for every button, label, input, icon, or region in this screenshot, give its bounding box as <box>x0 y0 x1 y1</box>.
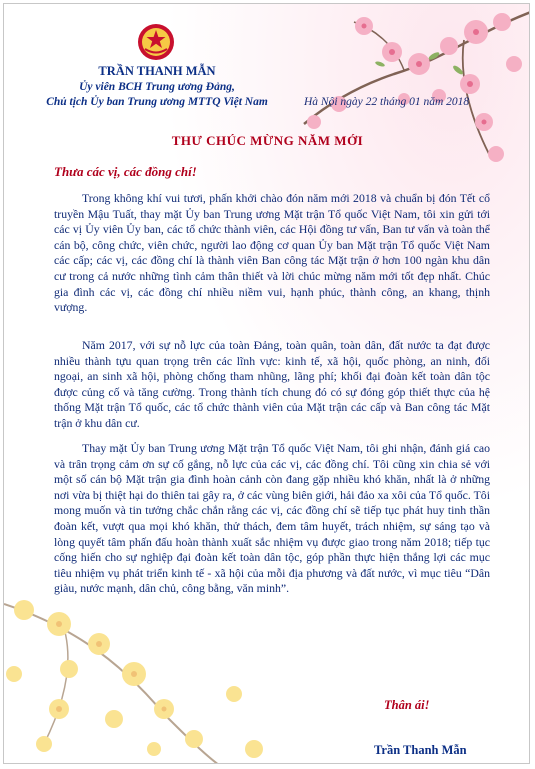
letter-greeting: Thưa các vị, các đồng chí! <box>54 164 197 179</box>
letter-page <box>3 3 530 764</box>
author-position-line1: Ủy viên BCH Trung ương Đảng, <box>79 81 235 93</box>
letter-paragraph-2: Năm 2017, với sự nỗ lực của toàn Đảng, toàn quân, toàn dân, đất nước ta đạt được nhiều thành tựu quan trọng trên các lĩnh vực: kinh tế, xã hội, quốc phòng, an ninh, đối ngoại, an sinh xã hội, phòng chống tham nhũng, lãng phí; khối đại đoàn kết toàn dân tộc được củng cố và tăng cường. Trong thành tích chung đó có sự đóng góp thiết thực của hệ thống Mặt trận Tổ quốc, các tổ chức thành viên của Mặt trận các cấp và Ban công tác Mặt trận ở khu dân cư. <box>54 338 490 430</box>
letter-signature: Trần Thanh Mẫn <box>374 743 467 757</box>
letter-closing: Thân ái! <box>384 698 430 712</box>
author-position <box>34 80 280 109</box>
fatherland-front-logo-icon <box>137 23 175 61</box>
author-position-line2: Chủ tịch Ủy ban Trung ương MTTQ Việt Nam <box>46 95 268 108</box>
letter-title: THƯ CHÚC MỪNG NĂM MỚI <box>171 133 364 148</box>
letter-paragraph-1: Trong không khí vui tươi, phấn khởi chào đón năm mới 2018 và chuẩn bị đón Tết cổ truyền Mậu Tuất, thay mặt Ủy ban Trung ương Mặt trận Tổ quốc Việt Nam, tôi xin gửi tới các vị Ủy viên Ủy ban, các tổ chức thành viên, các Hội đồng tư vấn, Ban tư vấn và toàn thể cán bộ, công chức, viên chức, người lao động cơ quan Ủy ban Mặt trận Tổ quốc Việt Nam các cấp; các vị, các đồng chí là thành viên Ban công tác Mặt trận ở hơn 100 ngàn khu dân cư trong cả nước những tình cảm thân thiết và lời chúc mừng năm mới tốt đẹp nhất. Chúc gia đình các vị, các đồng chí nhiều niềm vui, hạnh phúc, thành công, an khang, thịnh vượng. <box>54 191 490 315</box>
letter-paragraph-3: Thay mặt Ủy ban Trung ương Mặt trận Tổ quốc Việt Nam, tôi ghi nhận, đánh giá cao và trân trọng cảm ơn sự cố gắng, nỗ lực của các vị, các đồng chí. Tôi cũng xin chia sẻ với một số cán bộ Mặt trận gia đình hoàn cảnh còn đang gặp nhiều khó khăn, nhất là ở những nơi vừa bị thiệt hại do thiên tai gây ra, ở các vùng biên giới, hải đảo xa xôi của Tổ quốc. Tôi mong muốn và tin tưởng chắc chắn rằng các vị, các đồng chí sẽ tiếp tục phát huy tinh thần đoàn kết, vượt qua mọi khó khăn, thử thách, đem tâm huyết, trách nhiệm, sự sáng tạo và lòng quyết tâm phấn đấu hoàn thành xuất sắc nhiệm vụ được giao trong năm 2018; tiếp tục cống hiến cho sự nghiệp đại đoàn kết toàn dân tộc, góp phần thực hiện thắng lợi các mục tiêu nhiệm vụ phát triển kinh tế - xã hội của mỗi địa phương và đất nước, vì mục tiêu “Dân giàu, nước mạnh, dân chủ, công bằng, văn minh”. <box>54 441 490 596</box>
author-name: TRẦN THANH MẪN <box>98 64 216 78</box>
letter-date: Hà Nội ngày 22 tháng 01 năm 2018 <box>304 96 470 108</box>
